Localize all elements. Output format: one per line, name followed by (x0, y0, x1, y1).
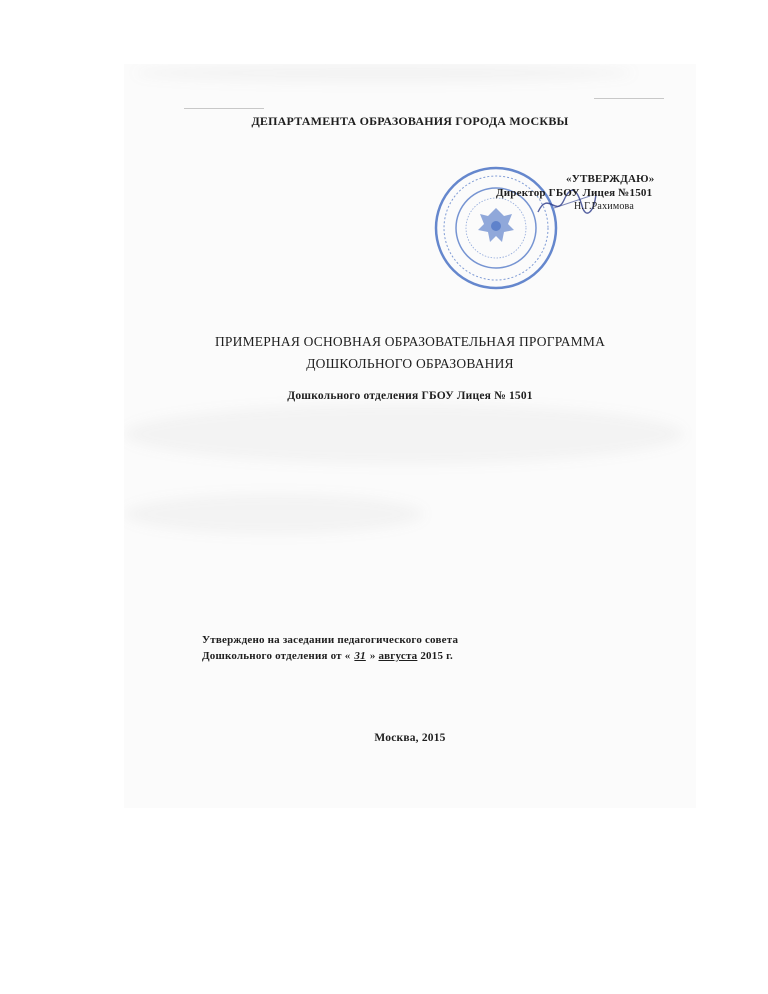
adopted-day: 31 (354, 650, 366, 662)
department-heading: ДЕПАРТАМЕНТА ОБРАЗОВАНИЯ ГОРОДА МОСКВЫ (251, 114, 569, 128)
document-subtitle: Дошкольного отделения ГБОУ Лицея № 1501 (287, 390, 533, 402)
scan-noise (124, 404, 684, 464)
document-title-line1: ПРИМЕРНАЯ ОСНОВНАЯ ОБРАЗОВАТЕЛЬНАЯ ПРОГРАММА (214, 334, 606, 349)
scan-noise (134, 64, 634, 82)
adopted-year: 2015 г. (420, 650, 453, 662)
adopted-line1: Утверждено на заседании педагогического совета (202, 634, 459, 646)
approval-position: Директор ГБОУ Лицея №1501 (496, 187, 653, 199)
approval-heading: «УТВЕРЖДАЮ» (566, 173, 655, 185)
city-year: Москва, 2015 (374, 732, 446, 744)
approval-name: Н.Г.Рахимова (574, 201, 634, 212)
scanned-sheet (124, 64, 696, 808)
scan-noise (124, 494, 424, 534)
document-title-line2: ДОШКОЛЬНОГО ОБРАЗОВАНИЯ (306, 356, 514, 371)
adopted-line2 (202, 650, 453, 662)
adopted-month: августа (378, 650, 418, 662)
adopted-mid: » (369, 650, 376, 662)
scan-noise (594, 98, 664, 99)
adopted-prefix: Дошкольного отделения от « (202, 650, 351, 662)
scan-noise (184, 108, 264, 109)
approval-block (496, 172, 654, 214)
